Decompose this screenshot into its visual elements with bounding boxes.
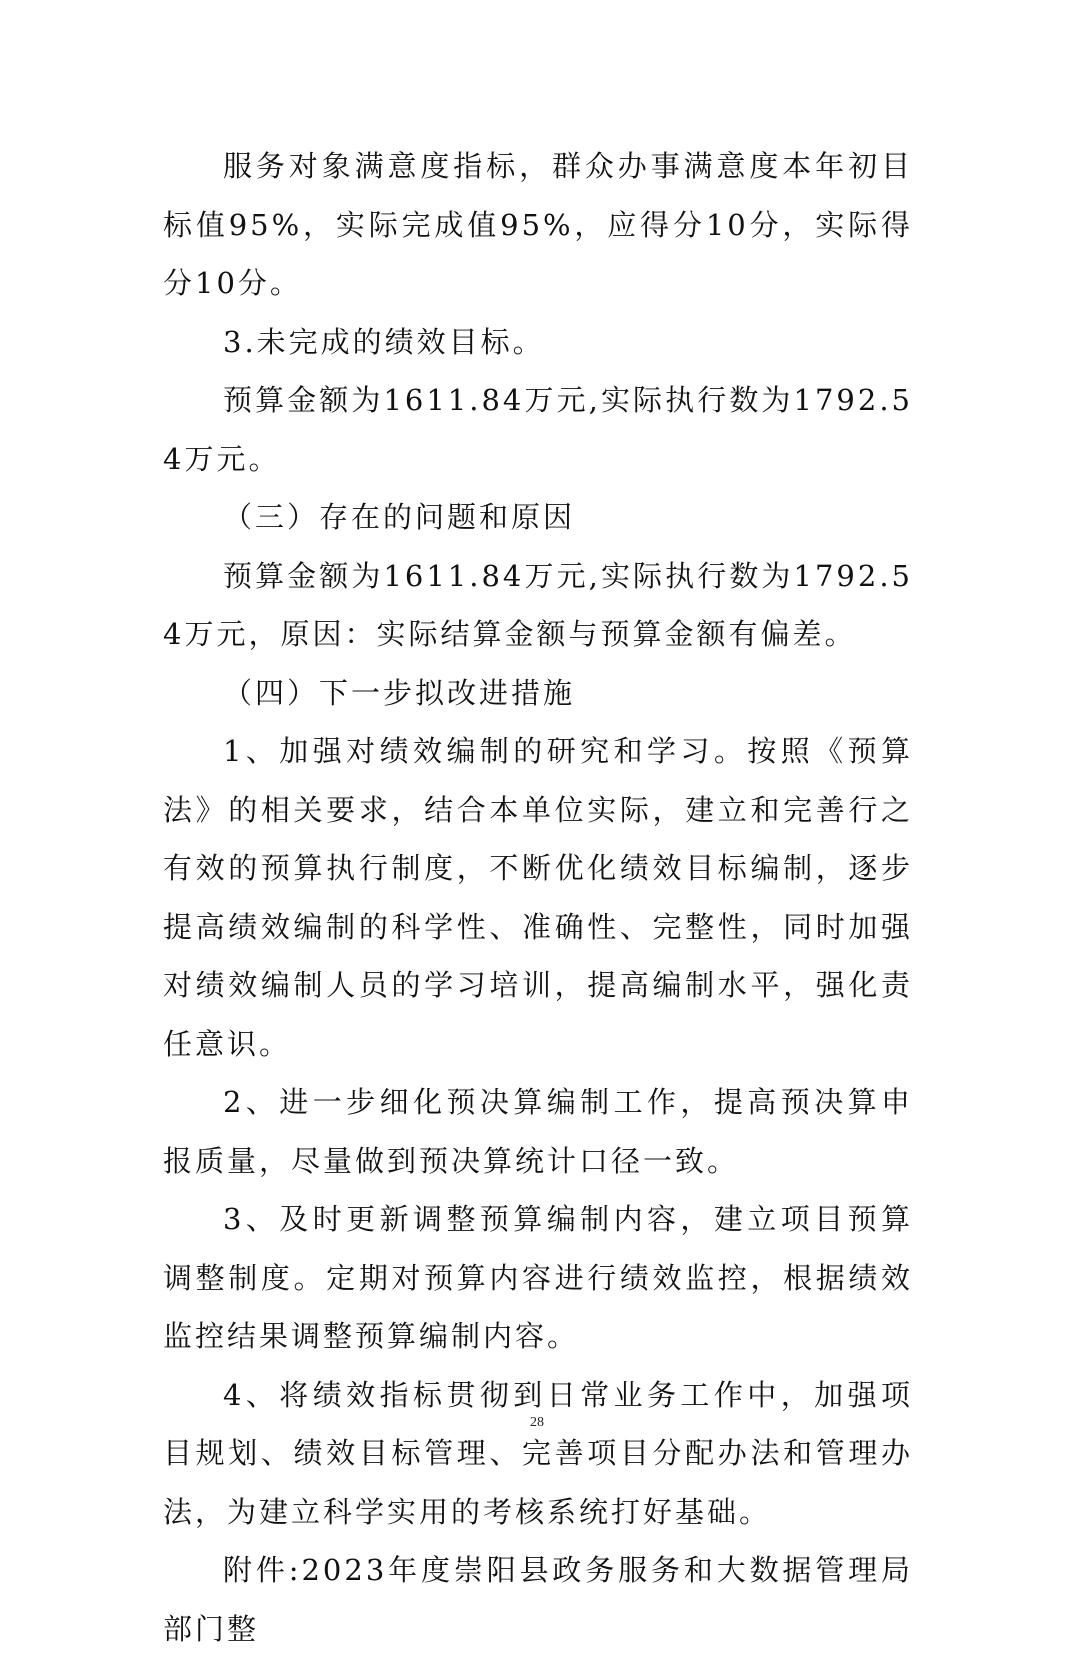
paragraph-budget-amount: 预算金额为1611.84万元,实际执行数为1792.54万元。 [163,383,913,476]
paragraph-improvement-4: 4、将绩效指标贯彻到日常业务工作中，加强项目规划、绩效目标管理、完善项目分配办法和管理办法，为建立科学实用的考核系统打好基础。 [163,1377,913,1529]
page-number: 28 [530,1415,544,1430]
paragraph-budget-deviation-reason: 预算金额为1611.84万元,实际执行数为1792.54万元，原因：实际结算金额与预算金额有偏差。 [163,558,913,651]
paragraph-improvement-3: 3、及时更新调整预算编制内容，建立项目预算调整制度。定期对预算内容进行绩效监控，根据绩效监控结果调整预算编制内容。 [163,1202,913,1353]
section-heading-improvements: （四）下一步拟改进措施 [223,675,576,710]
section-heading-problems: （三）存在的问题和原因 [223,500,576,534]
paragraph-unfinished-goals-heading: 3.未完成的绩效目标。 [223,324,545,359]
paragraph-satisfaction-indicator: 服务对象满意度指标，群众办事满意度本年初目标值95%，实际完成值95%，应得分10分，实际得分10分。 [163,149,913,300]
paragraph-improvement-1: 1、加强对绩效编制的研究和学习。按照《预算法》的相关要求，结合本单位实际，建立和完善行之有效的预算执行制度，不断优化绩效目标编制，逐步提高绩效编制的科学性、准确性、完整性，同时加强对绩效编制人员的学习培训，提高编制水平，强化责任意识。 [163,734,913,1061]
paragraph-attachment: 附件:2023年度崇阳县政务服务和大数据管理局部门整 [163,1553,913,1646]
paragraph-improvement-2: 2、进一步细化预决算编制工作，提高预决算申报质量，尽量做到预决算统计口径一致。 [163,1085,913,1178]
